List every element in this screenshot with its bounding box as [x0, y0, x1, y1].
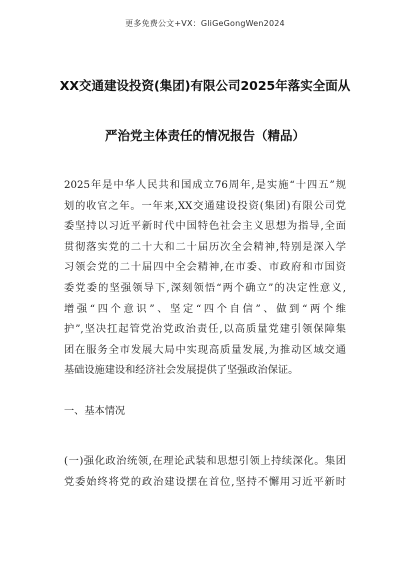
paragraph-line: 委坚持以习近平新时代中国特色社会主义思想为指导,全面: [64, 221, 346, 233]
paragraph-line: 划的收官之年。一年来,XX交通建设投资(集团)有限公司党: [64, 200, 346, 212]
paragraph-line: 贯彻落实党的二十大和二十届历次全会精神,特别是深入学: [64, 241, 346, 253]
paragraph-line: 基础设施建设和经济社会发展提供了坚强政治保证。: [64, 365, 299, 377]
paragraph-line: 2025年是中华人民共和国成立76周年,是实施“十四五”规: [64, 180, 346, 191]
header-note: 更多免费公文+VX：GliGeGongWen2024: [125, 19, 285, 28]
paragraph-line: 团在服务全市发展大局中实现高质量发展,为推动区域交通: [64, 344, 346, 356]
paragraph-line: 增强“四个意识”、坚定“四个自信”、做到“两个维: [64, 303, 346, 315]
paragraph-line: 护”,坚决扛起管党治党政治责任,以高质量党建引领保障集: [64, 324, 346, 336]
intro-paragraph: [64, 176, 346, 382]
paragraph-line: 委党委的坚强领导下,深刻领悟“两个确立”的决定性意义,: [64, 282, 346, 294]
paragraph-line: 党委始终将党的政治建设摆在首位,坚持不懈用习近平新时: [64, 476, 346, 488]
sub-paragraph: [64, 452, 346, 493]
paragraph-line: 习领会党的二十届四中全会精神,在市委、市政府和市国资: [64, 262, 346, 274]
document-title-line-1: XX交通建设投资(集团)有限公司2025年落实全面从: [59, 78, 351, 93]
document-title-line-2: 严治党主体责任的情况报告（精品）: [104, 128, 305, 143]
paragraph-line: (一)强化政治统领,在理论武装和思想引领上持续深化。集团: [64, 456, 346, 467]
section-heading: 一、基本情况: [64, 406, 126, 417]
